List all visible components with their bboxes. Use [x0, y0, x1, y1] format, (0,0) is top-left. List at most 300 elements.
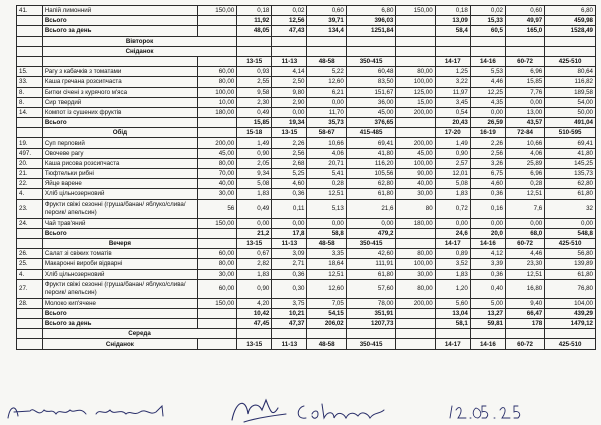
value-cell: 13,04	[435, 308, 470, 318]
value-cell: 6,80	[545, 6, 596, 16]
value-cell: 61,80	[346, 269, 396, 279]
value-cell: 61,80	[346, 189, 396, 199]
value-cell: 100,00	[396, 77, 435, 87]
row-number-cell: 26.	[17, 249, 43, 259]
row-number-cell	[17, 118, 43, 128]
value-cell	[396, 319, 435, 329]
value-cell: 4,46	[470, 77, 505, 87]
value-cell: 5,00	[470, 298, 505, 308]
row-number-cell	[17, 36, 43, 46]
empty-cell	[197, 339, 236, 349]
value-cell: 90,00	[396, 169, 435, 179]
value-cell: 180,00	[197, 107, 236, 117]
value-cell: 0,60	[505, 6, 544, 16]
table-row	[17, 218, 596, 228]
dish-name-cell: Фрукти свіжі сезонні (груша/банан/ яблуко/слива/персик/ апельсин)	[42, 279, 197, 298]
value-cell: 80,00	[396, 279, 435, 298]
empty-cell	[505, 46, 544, 56]
value-cell: 80,00	[396, 249, 435, 259]
value-cell: 0,00	[237, 218, 272, 228]
value-cell: 0,49	[237, 107, 272, 117]
value-cell	[197, 118, 236, 128]
row-number-cell: 497.	[17, 148, 43, 158]
row-number-cell	[17, 56, 43, 66]
value-cell	[197, 56, 236, 66]
value-cell: 58,4	[435, 26, 470, 36]
value-cell: 32	[545, 199, 596, 218]
value-cell: 396,03	[346, 16, 396, 26]
meal-title: Сніданок	[42, 339, 197, 349]
value-cell: 80,00	[197, 158, 236, 168]
table-row	[17, 238, 596, 248]
empty-cell	[435, 329, 470, 339]
value-cell: 15,33	[470, 16, 505, 26]
value-cell: 135,73	[545, 169, 596, 179]
value-cell: 145,25	[545, 158, 596, 168]
value-cell: 11,97	[435, 87, 470, 97]
empty-cell	[272, 329, 307, 339]
value-cell: 60,00	[197, 279, 236, 298]
dish-name-cell: Всього	[42, 228, 197, 238]
value-cell: 0,18	[435, 6, 470, 16]
value-cell: 0,30	[272, 279, 307, 298]
value-cell: 59,81	[470, 319, 505, 329]
value-cell: 1479,12	[545, 319, 596, 329]
norm-range-cell: 510-595	[545, 128, 596, 138]
value-cell: 200,00	[396, 107, 435, 117]
empty-cell	[346, 36, 396, 46]
value-cell: 9,40	[505, 298, 544, 308]
empty-cell	[396, 46, 435, 56]
value-cell: 111,91	[346, 259, 396, 269]
table-row	[17, 158, 596, 168]
empty-cell	[545, 36, 596, 46]
value-cell	[396, 118, 435, 128]
dish-name-cell: Яйце варене	[42, 179, 197, 189]
value-cell: 12,60	[307, 77, 346, 87]
value-cell: 12,60	[307, 279, 346, 298]
value-cell: 83,50	[346, 77, 396, 87]
value-cell: 70,00	[197, 169, 236, 179]
value-cell: 60,48	[346, 67, 396, 77]
value-cell: 60,5	[470, 26, 505, 36]
value-cell: 3,22	[435, 77, 470, 87]
value-cell: 4,35	[470, 97, 505, 107]
value-cell: 57,60	[346, 279, 396, 298]
table-row	[17, 67, 596, 77]
value-cell: 47,45	[237, 319, 272, 329]
signature-footer	[0, 396, 601, 425]
value-cell: 5,53	[470, 67, 505, 77]
value-cell: 47,43	[272, 26, 307, 36]
value-cell: 58,8	[307, 228, 346, 238]
value-cell	[197, 308, 236, 318]
value-cell: 6,96	[505, 67, 544, 77]
value-cell: 69,41	[545, 138, 596, 148]
value-cell: 39,71	[307, 16, 346, 26]
value-cell: 17,8	[272, 228, 307, 238]
table-row	[17, 298, 596, 308]
value-cell: 12,51	[505, 189, 544, 199]
row-number-cell	[17, 308, 43, 318]
value-cell: 139,89	[545, 259, 596, 269]
value-cell: 60-72	[505, 56, 544, 66]
table-row	[17, 118, 596, 128]
row-number-cell: 20.	[17, 158, 43, 168]
value-cell: 30,00	[197, 189, 236, 199]
value-cell: 376,65	[346, 118, 396, 128]
value-cell: 350-415	[346, 56, 396, 66]
table-row	[17, 329, 596, 339]
row-number-cell	[17, 329, 43, 339]
value-cell: 40,00	[396, 179, 435, 189]
row-number-cell	[17, 46, 43, 56]
value-cell: 459,98	[545, 16, 596, 26]
row-number-cell: 15.	[17, 67, 43, 77]
value-cell: 1,83	[435, 269, 470, 279]
value-cell: 12,56	[272, 16, 307, 26]
row-number-cell: 22.	[17, 179, 43, 189]
value-cell: 0,02	[470, 6, 505, 16]
value-cell: 4,60	[272, 179, 307, 189]
value-cell: 180,00	[396, 218, 435, 228]
value-cell: 100,00	[396, 158, 435, 168]
value-cell: 10,21	[272, 308, 307, 318]
value-cell: 5,13	[307, 199, 346, 218]
table-row	[17, 107, 596, 117]
dish-name-cell: Всього	[42, 118, 197, 128]
norm-range-cell: 60-72	[505, 238, 544, 248]
value-cell: 15,00	[396, 97, 435, 107]
value-cell: 0,90	[435, 148, 470, 158]
value-cell: 49,97	[505, 16, 544, 26]
value-cell: 0,54	[435, 107, 470, 117]
value-cell: 125,00	[396, 87, 435, 97]
norm-range-cell: 48-58	[307, 339, 346, 349]
value-cell: 2,82	[237, 259, 272, 269]
value-cell: 150,00	[197, 298, 236, 308]
table-row	[17, 16, 596, 26]
table-row	[17, 279, 596, 298]
section-title: Середа	[42, 329, 236, 339]
value-cell: 80,00	[396, 67, 435, 77]
value-cell: 11-13	[272, 56, 307, 66]
table-row	[17, 249, 596, 259]
table-row	[17, 128, 596, 138]
row-number-cell	[17, 319, 43, 329]
value-cell: 5,60	[435, 298, 470, 308]
dish-name-cell: Всього	[42, 16, 197, 26]
value-cell: 491,04	[545, 118, 596, 128]
value-cell: 116,82	[545, 77, 596, 87]
row-number-cell	[17, 228, 43, 238]
value-cell: 2,57	[435, 158, 470, 168]
value-cell: 0,28	[307, 179, 346, 189]
value-cell: 10,66	[307, 138, 346, 148]
value-cell: 26,59	[470, 118, 505, 128]
value-cell: 45,00	[346, 107, 396, 117]
value-cell: 0,11	[272, 199, 307, 218]
value-cell: 16,80	[505, 279, 544, 298]
value-cell: 0,18	[237, 6, 272, 16]
empty-cell	[197, 238, 236, 248]
value-cell: 200,00	[197, 138, 236, 148]
value-cell	[396, 228, 435, 238]
value-cell: 13,00	[505, 107, 544, 117]
value-cell: 20,0	[470, 228, 505, 238]
empty-cell	[470, 46, 505, 56]
value-cell: 41,80	[545, 148, 596, 158]
empty-cell	[346, 46, 396, 56]
row-number-cell: 27.	[17, 279, 43, 298]
norm-range-cell: 13-15	[237, 238, 272, 248]
value-cell: 61,80	[545, 269, 596, 279]
value-cell: 10,66	[505, 138, 544, 148]
value-cell: 100,00	[197, 87, 236, 97]
dish-name-cell: Тюфтельки рибні	[42, 169, 197, 179]
value-cell: 5,41	[307, 169, 346, 179]
norm-range-cell	[396, 238, 435, 248]
value-cell: 62,80	[346, 179, 396, 189]
row-number-cell	[17, 339, 43, 349]
norm-range-cell: 13-15	[272, 128, 307, 138]
value-cell: 78,00	[346, 298, 396, 308]
dish-name-cell: Молоко кип'ячене	[42, 298, 197, 308]
value-cell: 100,00	[396, 259, 435, 269]
empty-cell	[396, 329, 435, 339]
value-cell: 25,89	[505, 158, 544, 168]
row-number-cell: 41.	[17, 6, 43, 16]
dish-name-cell: Рагу з кабачків з томатами	[42, 67, 197, 77]
section-title: Сніданок	[42, 46, 236, 56]
value-cell	[396, 26, 435, 36]
value-cell: 30,00	[396, 189, 435, 199]
empty-cell	[197, 128, 236, 138]
value-cell: 80,64	[545, 67, 596, 77]
table-row	[17, 148, 596, 158]
dish-name-cell: Всього	[42, 308, 197, 318]
value-cell: 60,00	[197, 249, 236, 259]
dish-name-cell: Напій лимонний	[42, 6, 197, 16]
value-cell: 7,76	[505, 87, 544, 97]
value-cell: 0,67	[237, 249, 272, 259]
value-cell: 151,67	[346, 87, 396, 97]
dish-name-cell: Каша гречана розсипчаста	[42, 77, 197, 87]
value-cell: 58,1	[435, 319, 470, 329]
value-cell: 105,56	[346, 169, 396, 179]
value-cell: 4,20	[237, 298, 272, 308]
empty-cell	[470, 329, 505, 339]
value-cell: 54,00	[545, 97, 596, 107]
norm-range-cell: 15-18	[237, 128, 272, 138]
value-cell: 0,60	[307, 6, 346, 16]
value-cell: 69,41	[346, 138, 396, 148]
value-cell: 150,00	[197, 6, 236, 16]
row-number-cell: 4.	[17, 189, 43, 199]
table-row	[17, 87, 596, 97]
value-cell: 425-510	[545, 56, 596, 66]
norm-range-cell: 16-19	[470, 128, 505, 138]
value-cell: 0,89	[435, 249, 470, 259]
value-cell: 3,35	[307, 249, 346, 259]
value-cell: 5,22	[307, 67, 346, 77]
value-cell: 6,80	[346, 6, 396, 16]
table-row	[17, 228, 596, 238]
dish-name-cell: Овочеве рагу	[42, 148, 197, 158]
value-cell: 18,64	[307, 259, 346, 269]
value-cell: 189,58	[545, 87, 596, 97]
value-cell: 0,00	[307, 97, 346, 107]
value-cell: 2,71	[272, 259, 307, 269]
value-cell: 0,90	[237, 279, 272, 298]
value-cell: 35,73	[307, 118, 346, 128]
value-cell: 9,34	[237, 169, 272, 179]
value-cell: 50,00	[545, 107, 596, 117]
value-cell: 2,26	[470, 138, 505, 148]
value-cell: 0,00	[307, 218, 346, 228]
value-cell: 20,71	[307, 158, 346, 168]
meal-title: Обід	[42, 128, 197, 138]
table-row	[17, 36, 596, 46]
meal-title: Вечеря	[42, 238, 197, 248]
table-row	[17, 26, 596, 36]
value-cell: 0,00	[346, 218, 396, 228]
value-cell: 48,05	[237, 26, 272, 36]
value-cell: 0,00	[545, 218, 596, 228]
value-cell: 13,09	[435, 16, 470, 26]
value-cell: 200,00	[396, 298, 435, 308]
value-cell: 0,16	[470, 199, 505, 218]
norm-range-cell: 14-16	[470, 238, 505, 248]
value-cell: 104,00	[545, 298, 596, 308]
empty-cell	[346, 329, 396, 339]
value-cell: 150,00	[396, 6, 435, 16]
value-cell: 4,46	[505, 249, 544, 259]
dish-name-cell: Всього за день	[42, 319, 197, 329]
row-number-cell	[17, 26, 43, 36]
value-cell: 3,75	[272, 298, 307, 308]
value-cell: 1,83	[237, 269, 272, 279]
value-cell: 19,34	[272, 118, 307, 128]
value-cell: 4,60	[470, 179, 505, 189]
dish-name-cell: Суп перловий	[42, 138, 197, 148]
value-cell: 4,12	[470, 249, 505, 259]
empty-cell	[237, 329, 272, 339]
value-cell: 1,49	[237, 138, 272, 148]
value-cell: 47,37	[272, 319, 307, 329]
value-cell: 4,14	[272, 67, 307, 77]
table-row	[17, 308, 596, 318]
norm-range-cell: 415-485	[346, 128, 396, 138]
norm-range-cell	[396, 339, 435, 349]
empty-cell	[545, 329, 596, 339]
norm-range-cell: 350-415	[346, 339, 396, 349]
value-cell: 9,58	[237, 87, 272, 97]
dish-name-cell: Чай трав'яний	[42, 218, 197, 228]
row-number-cell: 21.	[17, 169, 43, 179]
value-cell: 0,49	[237, 199, 272, 218]
value-cell: 21,6	[346, 199, 396, 218]
value-cell: 2,30	[237, 97, 272, 107]
value-cell: 178	[505, 319, 544, 329]
value-cell: 56,80	[545, 249, 596, 259]
value-cell: 7,05	[307, 298, 346, 308]
value-cell: 351,91	[346, 308, 396, 318]
table-row	[17, 259, 596, 269]
row-number-cell: 24.	[17, 218, 43, 228]
dish-name-cell: Салат зі свіжих томатів	[42, 249, 197, 259]
empty-cell	[237, 36, 272, 46]
value-cell: 0,93	[237, 67, 272, 77]
value-cell: 12,01	[435, 169, 470, 179]
row-number-cell: 33.	[17, 77, 43, 87]
value-cell: 0,00	[505, 218, 544, 228]
empty-cell	[307, 46, 346, 56]
value-cell: 76,80	[545, 279, 596, 298]
row-number-cell: 23.	[17, 199, 43, 218]
value-cell: 479,2	[346, 228, 396, 238]
value-cell	[197, 26, 236, 36]
value-cell: 9,80	[272, 87, 307, 97]
value-cell: 12,25	[470, 87, 505, 97]
value-cell: 61,80	[545, 189, 596, 199]
value-cell: 1,25	[435, 67, 470, 77]
row-number-cell: 25.	[17, 259, 43, 269]
dish-name-cell: Сир твердий	[42, 97, 197, 107]
value-cell: 5,08	[435, 179, 470, 189]
dish-name-cell: Битки січені з курячого м'яса	[42, 87, 197, 97]
value-cell: 0,36	[470, 269, 505, 279]
value-cell: 0,00	[470, 107, 505, 117]
value-cell: 3,39	[470, 259, 505, 269]
value-cell	[197, 319, 236, 329]
value-cell: 20,43	[435, 118, 470, 128]
value-cell: 45,00	[396, 148, 435, 158]
value-cell: 439,29	[545, 308, 596, 318]
handwritten-role-signature	[8, 406, 163, 418]
value-cell: 1251,84	[346, 26, 396, 36]
signature-mark	[232, 400, 286, 422]
row-number-cell: 28.	[17, 298, 43, 308]
norm-range-cell: 58-67	[307, 128, 346, 138]
norm-range-cell: 350-415	[346, 238, 396, 248]
value-cell: 548,8	[545, 228, 596, 238]
empty-cell	[545, 46, 596, 56]
row-number-cell: 8.	[17, 97, 43, 107]
value-cell: 2,05	[237, 158, 272, 168]
dish-name-cell: Хліб цільнозерновий	[42, 189, 197, 199]
empty-cell	[307, 329, 346, 339]
value-cell: 200,00	[396, 138, 435, 148]
value-cell: 2,55	[237, 77, 272, 87]
value-cell: 21,2	[237, 228, 272, 238]
dish-name-cell: Компот із сушених фруктів	[42, 107, 197, 117]
value-cell: 13,27	[470, 308, 505, 318]
dish-name-cell: Хліб цільнозерновий	[42, 269, 197, 279]
table-row	[17, 97, 596, 107]
value-cell: 6,21	[307, 87, 346, 97]
table-row	[17, 138, 596, 148]
value-cell: 12,51	[307, 189, 346, 199]
value-cell: 24,6	[435, 228, 470, 238]
value-cell: 45,00	[197, 148, 236, 158]
value-cell: 41,80	[346, 148, 396, 158]
value-cell: 11,70	[307, 107, 346, 117]
value-cell: 1,83	[237, 189, 272, 199]
value-cell: 116,20	[346, 158, 396, 168]
row-number-cell: 19.	[17, 138, 43, 148]
value-cell: 0,90	[237, 148, 272, 158]
